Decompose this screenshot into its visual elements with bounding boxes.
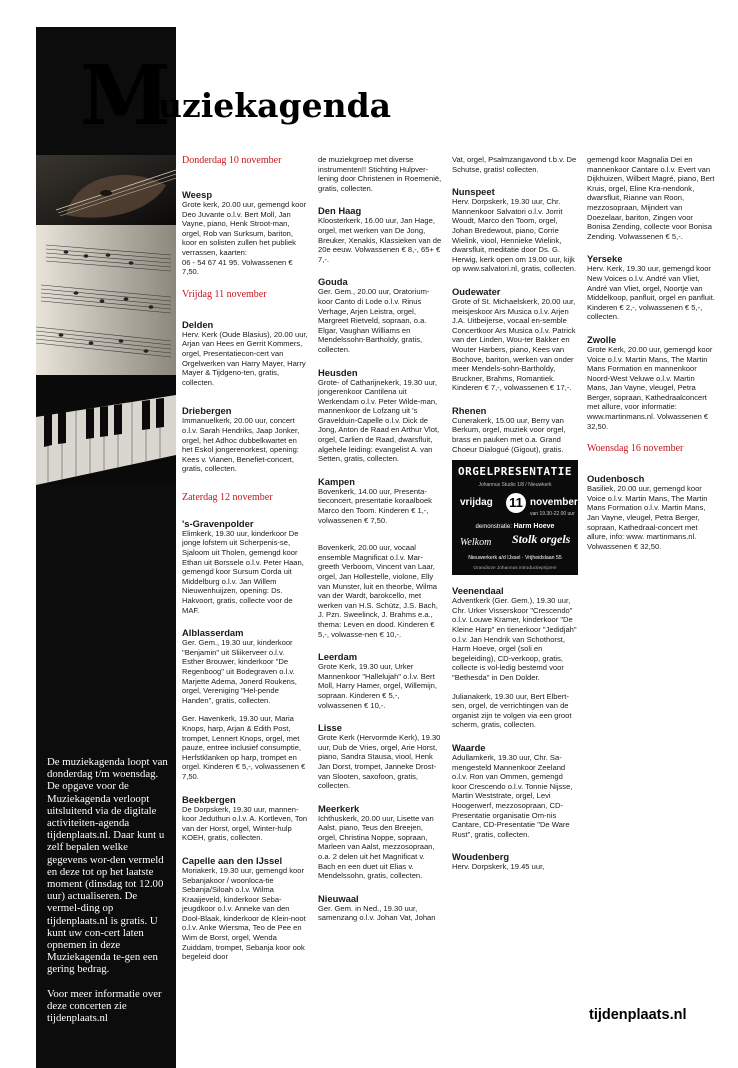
concert-entry bbox=[587, 253, 717, 322]
concert-entry bbox=[182, 189, 308, 277]
concert-entry bbox=[452, 742, 578, 839]
sidebar-info bbox=[47, 756, 169, 1036]
town-name: Rhenen bbox=[452, 404, 487, 416]
concert-entry bbox=[452, 585, 578, 682]
concert-entry bbox=[182, 518, 308, 615]
page-title: uziekagenda bbox=[158, 86, 392, 125]
entry-text: Herv. Kerk, 19.30 uur, gemengd koor New Voices o.l.v. André van Vliet, André van Vliet, orgel, Noortje van Middelkoop, panfluit, orgel en panfluit. Kinderen € 2,-, volwassenen € 5,-, collecten. bbox=[587, 264, 715, 322]
entry-text: Adventkerk (Ger. Gem.), 19.30 uur, Chr. Urker Visserskoor "Crescendo" o.l.v. Louwe Kramer, kinderkoor "De Kleine Harp" en tienerkoor "Jedidjah" o.l.v. Jan Hendrik van Schothorst, Harm Hoeve, orgel (soli en begeleiding), CD-verkoop, gratis, collecte is vol-ledig bestemd voor "Bethesda" in Den Dolder. bbox=[452, 596, 577, 682]
organ-presentation-ad[interactable] bbox=[452, 460, 578, 575]
entry-text: Vat, orgel, Psalmzangavond t.b.v. De Schutse, gratis! collecten. bbox=[452, 155, 577, 174]
concert-entry bbox=[587, 334, 717, 431]
concert-entry bbox=[452, 692, 578, 730]
concert-entry bbox=[318, 367, 444, 464]
day-heading: Woensdag 16 november bbox=[587, 443, 684, 455]
entry-text: Ger. Gem., 20.00 uur, Oratorium-koor Canto di Lode o.l.v. Rinus Verhage, Arjen Leistra, orgel, Margreet Rietveld, sopraan, o.a. Elgar, Vaughan Williams en Mendelssohn-Bartholdy, gratis, collecten. bbox=[318, 287, 430, 354]
violin-photo bbox=[36, 155, 176, 225]
town-name: Nunspeet bbox=[452, 186, 495, 198]
ad-demo-name: Harm Hoeve bbox=[513, 523, 555, 531]
town-name: Yerseke bbox=[587, 253, 623, 265]
sidebar-more-info: Voor meer informatie over deze concerten zie tijdenplaats.nl bbox=[47, 987, 162, 1025]
concert-entry bbox=[318, 543, 444, 639]
entry-text: Grote Kerk, 20.00 uur, gemengd koor Voice o.l.v. Martin Mans, The Martin Mans Formation en mannenkoor Noord-West Veluwe o.l.v. Martin Mans, Jan Vayne, vleugel, Petra Berger, sopraan, Kathedraalconcert met allure, voor informatie: www.martinmans.nl. Volwassenen € 32,50. bbox=[587, 344, 713, 431]
ad-demo-label: demonstratie: bbox=[475, 524, 512, 531]
entry-text: Herv. Dorpskerk, 19.45 uur, bbox=[452, 862, 545, 872]
stolk-orgels-logo: Stolk orgels bbox=[512, 532, 571, 547]
entry-text: Ger. Gem. in Ned., 19.30 uur, samenzang o.l.v. Johan Vat, Johan bbox=[318, 903, 436, 923]
concert-entry bbox=[587, 473, 717, 551]
entry-text: Basiliek, 20.00 uur, gemengd koor Voice o.l.v. Martin Mans, The Martin Mans Formation o.l.v. Martin Mans, Jan Vayne, vleugel, Petra Berger, sopraan, Kathedraal-concert met allure, info: www. martinmans.nl. Volwassenen € 32,50. bbox=[587, 484, 708, 551]
town-name: Weesp bbox=[182, 189, 213, 200]
town-name: Zwolle bbox=[587, 333, 617, 345]
ad-day-number: 11 bbox=[506, 493, 526, 513]
entry-text: Moriakerk, 19.30 uur, gemengd koor Sebanjakoor / woonloca-tie Sebanja/Siloah o.l.v. Wilma Kraaijeveld, kinderkoor Seba-jeugdkoor o.l.v. Anneke van den Dool-Blaak, kinderkoor de Klein-noot o.l.v. Anke Wiersma, Teo de Pee en Wim de Borst, orgel, Wenda Zuiddam, trompet, Sebanja koor ook begeleid door bbox=[182, 865, 306, 962]
town-name: Beekbergen bbox=[182, 793, 236, 805]
entry-text: Bovenkerk, 20.00 uur, vocaal ensemble Magnificat o.l.v. Mar-greeth Verboom, Vincent van Laar, orgel, Jan Hollestelle, violone, Elly van Munster, luit en theorbe, Wilma van der Wardt, barokcello, met werken van H.S. Schütz, J.S. Bach, J. Pzn. Sweelinck, J. Brahms e.a., thema: Leven en dood. Kinderen € 5,-, volwasse-nen € 10,-. bbox=[318, 543, 438, 639]
town-name: Driebergen bbox=[182, 405, 232, 417]
day-heading: Vrijdag 11 november bbox=[182, 288, 267, 300]
concert-entry bbox=[587, 155, 717, 241]
entry-text: Ger. Gem., 19.30 uur, kinderkoor "Benjamin" uit Sliikerveer o.l.v. Esther Brouwer, kinderkoor "De Regenboog" uit Bodegraven o.l.v. Marjette Adema, Jonerd Roukens, orgel, Vereniging "Hel-pende Handen", gratis, collecten. bbox=[182, 638, 297, 705]
sidebar-note-text: De muziekagenda loopt van donderdag t/m woensdag. De opgave voor de Muziekagenda verloopt uitsluitend via de digitale activiteiten-agenda tijdenplaats.nl. Daar kunt u zelf bepalen welke gegevens wor-den vermeld en deze tot op het laatste moment (dinsdag tot 12.00 uur) actualiseren. De vermel-ding op tijdenplaats.nl is gratis. U kunt uw con-cert laten opnemen in deze Muziekagenda te-gen een gering bedrag. bbox=[47, 756, 168, 976]
concert-entry bbox=[318, 803, 444, 881]
column-4 bbox=[587, 155, 717, 563]
concert-entry bbox=[452, 851, 578, 872]
entry-text: Ger. Havenkerk, 19.30 uur, Maria Knops, harp, Arjan & Edith Post, trompet, Lennert Knops, orgel, met pauze, entree inclusief consumptie, Herfstklanken op harp, trompet en orgel. Kinderen € 5,-, volwassenen € 7,50. bbox=[182, 714, 306, 781]
entry-text: Grote Kerk (Hervormde Kerk), 19.30 uur, Dub de Vries, orgel, Arie Horst, piano, Sandra Stausa, viool, Henk Jan Dorst, trompet, Janneke Drost-van Slooten, saxofoon, gratis, collecten. bbox=[318, 733, 441, 791]
concert-entry bbox=[318, 205, 444, 264]
ad-time: van 19.30-22.00 uur bbox=[530, 511, 575, 518]
entry-text: Grote kerk, 20.00 uur, gemengd koor Deo Juvante o.l.v. Bert Moll, Jan Vayne, piano, Henk Stroot-man, orgel, Rob van Surksum, bariton, koor en solisten zullen het publiek verrassen, kaarten: 06 - 54 67 41 95. Volwassenen € 7,50. bbox=[182, 200, 307, 277]
town-name: Leerdam bbox=[318, 651, 358, 663]
entry-text: Herv. Dorpskerk, 19.30 uur, Chr. Mannenkoor Salvatori o.l.v. Jorrit Woudt, Marco den Toom, orgel, Johan Bredewout, piano, Corrie Wielink, viool, Hennieke Wielink, dwarsfluit, meditatie door Ds. G. Herwig, kerk open om 19.00 uur, kijk op www.salvatori.nl, gratis, collecten. bbox=[452, 197, 577, 274]
entry-text: Bovenkerk, 14.00 uur, Presenta-tieconcert, presentatie koraalboek Marco den Toom. Kinderen € 1,-, volwassenen € 7,50. bbox=[318, 486, 432, 525]
concert-entry bbox=[182, 405, 308, 474]
concert-entry bbox=[182, 319, 308, 388]
day-heading: Donderdag 10 november bbox=[182, 155, 282, 166]
entry-text: Grote- of Catharijnekerk, 19.30 uur, jongerenkoor Cantilena uit Werkendam o.l.v. Peter Wilde-man, mannenkoor de Lofzang uit 's Gravelduin-Capelle o.l.v. Dick de Jong, Anton de Raad en Arthur Vlot, orgel, Carlien de Raad, dwarsfluit, algehele leiding: evangelist A. van Setten, gratis, collecten. bbox=[318, 377, 440, 464]
entry-text: Elimkerk, 19.30 uur, kinderkoor De jonge lofstem uit Scherpenis-se, Sjaloom uit Tholen, gemengd koor Ethan uit Borssele o.l.v. Peter Haan, gemengd koor Sursum Corda uit Middelburg o.l.v. Jan Willem Nieuwenhuijzen, opening: Ds. Hakvoort, gratis, collecte voor de MAF. bbox=[182, 528, 304, 615]
sheet-music-photo bbox=[36, 225, 176, 375]
title-initial: M bbox=[80, 48, 171, 144]
concert-entry bbox=[452, 155, 578, 174]
concert-entry bbox=[318, 155, 444, 193]
ad-weekday: vrijdag bbox=[460, 497, 493, 509]
concert-entry bbox=[318, 476, 444, 525]
column-3 bbox=[452, 155, 578, 884]
concert-entry bbox=[182, 794, 308, 843]
concert-entry bbox=[452, 186, 578, 274]
entry-text: Adullamkerk, 19.30 uur, Chr. Sa-mengesteld Mannenkoor Zeeland o.l.v. Ron van Ommen, gemengd koor Crescendo o.l.v. Tonnie Nijsse, Martin Weststrate, orgel, Levi Hoogerwerf, mezzosopraan, CD-Presentatie organisatie Om-nis Cantare, CD-Presentatie "De Ware Rust", gratis, collecten. bbox=[452, 752, 573, 839]
day-heading: Zaterdag 12 november bbox=[182, 491, 273, 503]
ad-demonstration bbox=[452, 522, 578, 533]
ad-address: Nieuwerkerk a/d IJssel · Vrijheidslaan 55 bbox=[468, 555, 562, 562]
entry-text: gemengd koor Magnalia Dei en mannenkoor Cantare o.l.v. Evert van Dijkhuizen, Wilbert Magré, piano, Bert Kruis, orgel, Eline Kra-nendonk, dwarsfluit, Rianne van Roon, mezzosopraan, Mijndert van Doezelaar, bariton, Zingen voor Bonisa Zending, collecte voor Bonisa Zending. Volwassenen € 5,-. bbox=[587, 155, 715, 241]
concert-entry bbox=[318, 893, 444, 923]
entry-text: Grote Kerk, 19.30 uur, Urker Mannenkoor "Hallelujah" o.l.v. Bert Moll, Harry Hamer, orgel, Willemijn, sopraan. Kinderen € 5,-, volwassenen € 10,-. bbox=[318, 662, 437, 710]
ad-tagline: Grandioze Johannus introductieprijzen! bbox=[473, 565, 557, 571]
concert-entry bbox=[318, 722, 444, 791]
town-name: Alblasserdam bbox=[182, 627, 244, 639]
concert-entry bbox=[318, 651, 444, 710]
town-name: Oudewater bbox=[452, 285, 501, 297]
town-name: Woudenberg bbox=[452, 851, 510, 863]
ad-welcome: Welkom bbox=[460, 537, 492, 549]
town-name: 's-Gravenpolder bbox=[182, 517, 254, 529]
town-name: Lisse bbox=[318, 722, 342, 734]
concert-entry bbox=[452, 286, 578, 393]
concert-entry bbox=[452, 405, 578, 454]
entry-text: Grote of St. Michaelskerk, 20.00 uur, meisjeskoor Ars Musica o.l.v. Arjen J.A. Uitbeijerse, vocaal en-semble Concertkoor Ars Musica o.l.v. Patrick van der Linden, Wou-ter Bakker en Wouter Harbers, piano, Kees van Bochove, bariton, werken van onder meer Mendels-sohn-Bartholdy, Bruckner, Brahms, Romantiek. Kinderen € 7,-, volwassenen € 17,-. bbox=[452, 296, 576, 393]
entry-text: Cunerakerk, 15.00 uur, Berry van Berkum, orgel, muziek voor orgel, brass en pauken met o.a. Grand Choeur Dialogué (Gigout), gratis. bbox=[452, 415, 566, 454]
town-name: Delden bbox=[182, 318, 214, 330]
entry-text: De Dorpskerk, 19.30 uur, mannen-koor Jeduthun o.l.v. A. Kortleven, Ton van der Horst, orgel, Winter-hulp KOEH, gratis, collecten. bbox=[182, 804, 308, 843]
town-name: Capelle aan den IJssel bbox=[182, 854, 283, 866]
concert-entry bbox=[182, 855, 308, 962]
entry-text: Ichthuskerk, 20.00 uur, Lisette van Aalst, piano, Teus den Breejen, orgel, Christina Noppe, sopraan, Marleen van Aalst, mezzosopraan, o.a. 2 delen uit het Magnificat v. Bach en een duet uit Elias v. Mendelssohn, gratis, collecten. bbox=[318, 813, 435, 881]
footer-site-link[interactable]: tijdenplaats.nl bbox=[589, 1007, 687, 1023]
town-name: Meerkerk bbox=[318, 802, 360, 814]
concert-entry bbox=[182, 627, 308, 705]
concert-entry bbox=[182, 714, 308, 781]
town-name: Den Haag bbox=[318, 205, 362, 217]
entry-text: Julianakerk, 19.30 uur, Bert Elbert-sen, orgel, de verrichtingen van de organist zijn te volgen via een groot scherm, gratis, collecten. bbox=[452, 691, 572, 730]
ad-month: november bbox=[530, 497, 578, 509]
town-name: Nieuwaal bbox=[318, 892, 359, 904]
town-name: Heusden bbox=[318, 366, 358, 378]
piano-keys-photo bbox=[36, 375, 176, 485]
column-1 bbox=[182, 155, 308, 974]
photo-strip bbox=[36, 155, 176, 485]
town-name: Veenendaal bbox=[452, 585, 504, 597]
town-name: Gouda bbox=[318, 276, 348, 288]
ad-header: ORGELPRESENTATIE bbox=[458, 465, 572, 479]
town-name: Oudenbosch bbox=[587, 473, 645, 485]
entry-text: de muziekgroep met diverse instrumenten!! Stichting Hulpver-lening door Christenen in Roemenië, gratis, collecten. bbox=[318, 155, 442, 193]
entry-text: Immanuelkerk, 20.00 uur, concert o.l.v. Sarah Hendriks, Jaap Jonker, orgel, het Adhoc dubbelkwartet en het Eskol jongerenorkest, opening: Kees v. Vianen, Benefiet-concert, gratis, collecten. bbox=[182, 416, 300, 474]
entry-text: Kloosterkerk, 16.00 uur, Jan Hage, orgel, met werken van De Jong, Breuker, Xenakis, Klassieken van de 20e eeuw. Volwassenen € 8,-, 65+ € 7,-. bbox=[318, 216, 442, 264]
column-2 bbox=[318, 155, 444, 935]
entry-text: Herv. Kerk (Oude Blasius), 20.00 uur, Arjan van Hees en Gerrit Kommers, orgel, Presentatiecon-cert van Orgelwerken van Harry Mayer, Harry Mayer & Tijdgeno-ten, gratis, collecten. bbox=[182, 329, 308, 387]
town-name: Waarde bbox=[452, 741, 486, 753]
ad-subheader: Johannus Studio 1/8 / Nieuwkerk bbox=[478, 482, 552, 489]
town-name: Kampen bbox=[318, 475, 355, 487]
concert-entry bbox=[318, 276, 444, 354]
